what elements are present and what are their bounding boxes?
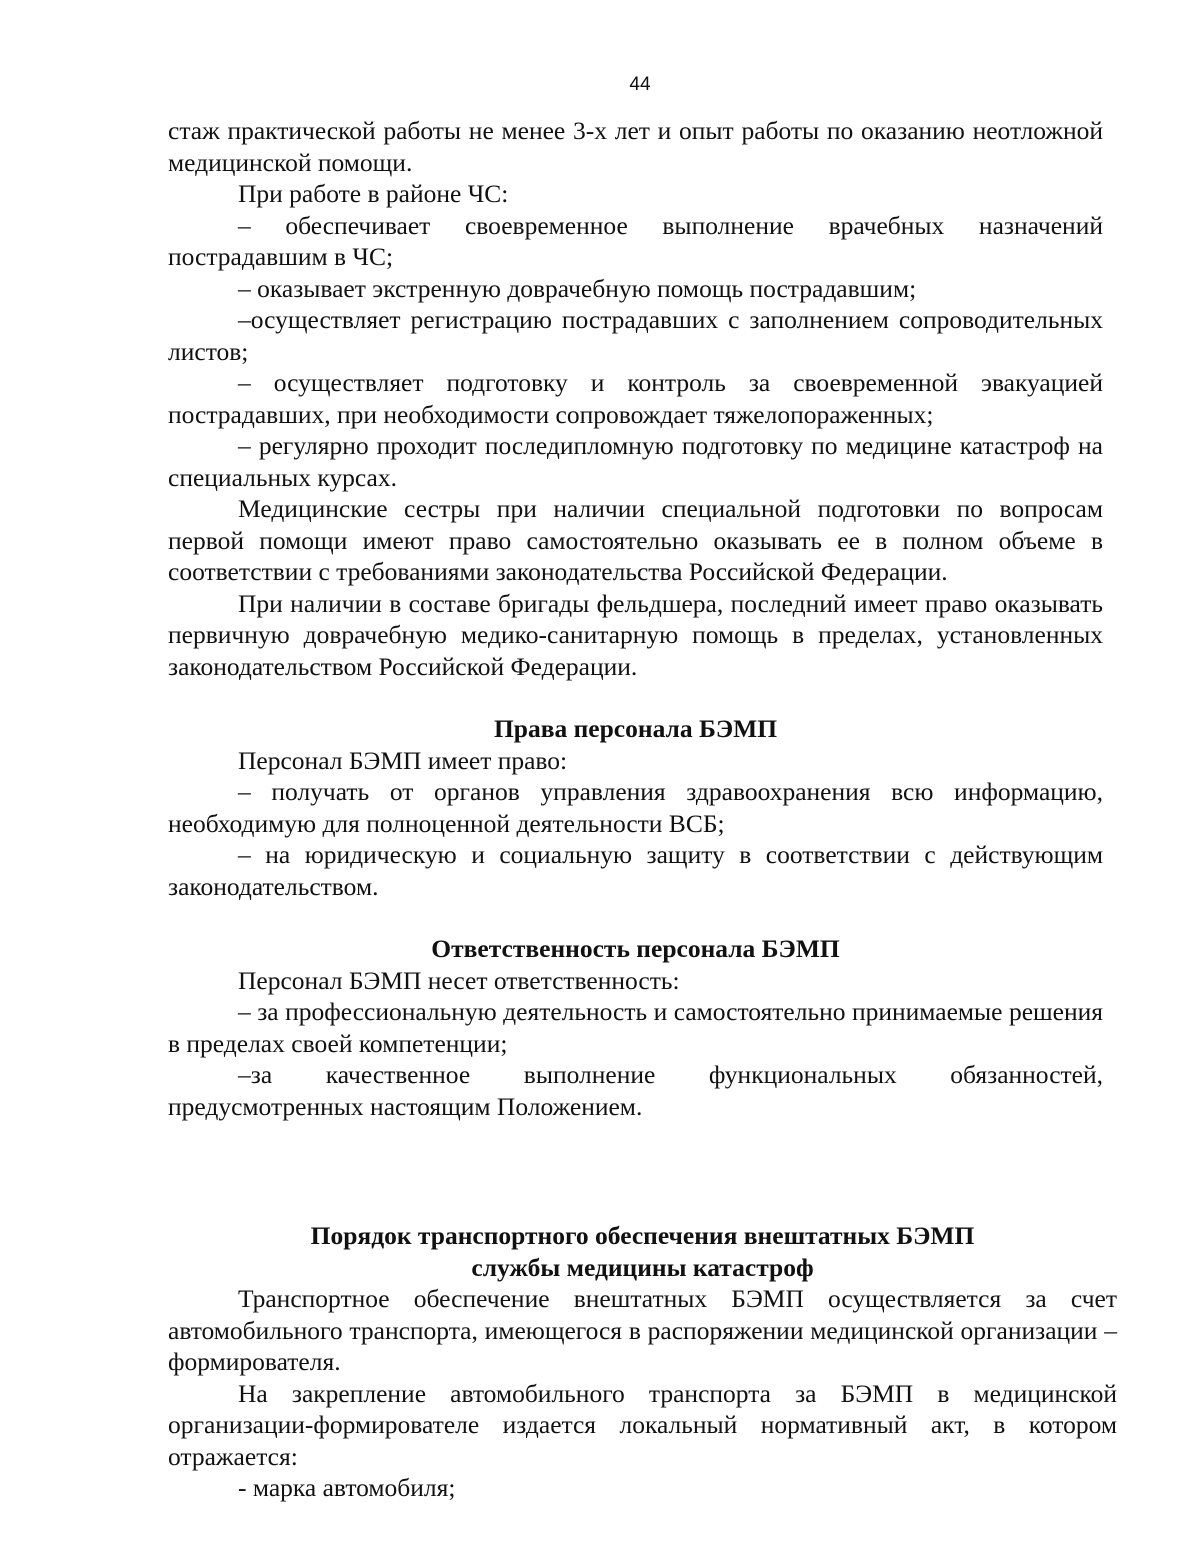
document-body-transport xyxy=(168,1220,1117,1504)
section-heading-transport-line1: Порядок транспортного обеспечения внештатных БЭМП xyxy=(310,1221,975,1250)
list-item: – регулярно проходит последипломную подготовку по медицине катастроф на специальных курсах. xyxy=(168,431,1103,492)
list-item: –осуществляет регистрацию пострадавших с заполнением сопроводительных листов; xyxy=(168,305,1103,366)
paragraph: Персонал БЭМП имеет право: xyxy=(238,745,568,775)
section-heading-transport-line2: службы медицины катастроф xyxy=(471,1252,814,1282)
list-item: - марка автомобиля; xyxy=(238,1473,456,1502)
list-item: – оказывает экстренную доврачебную помощь пострадавшим; xyxy=(238,273,917,303)
section-heading-rights: Права персонала БЭМП xyxy=(493,714,778,743)
list-item: – осуществляет подготовку и контроль за своевременной эвакуацией пострадавших, при необходимости сопровождает тяжелопораженных; xyxy=(168,368,1103,429)
paragraph: На закрепление автомобильного транспорта за БЭМП в медицинской организации-формирователе издается локальный нормативный акт, в котором отражается: xyxy=(168,1378,1117,1471)
list-item: – на юридическую и социальную защиту в соответствии с действующим законодательством. xyxy=(168,840,1103,901)
spacer xyxy=(168,682,1103,713)
list-item: – за профессиональную деятельность и самостоятельно принимаемые решения в пределах своей компетенции; xyxy=(168,997,1103,1058)
paragraph: Транспортное обеспечение внештатных БЭМП осуществляется за счет автомобильного транспорта, имеющегося в распоряжении медицинской организации – формирователя. xyxy=(168,1284,1117,1376)
list-item: –за качественное выполнение функциональных обязанностей, предусмотренных настоящим Положением. xyxy=(168,1060,1103,1121)
section-heading-responsibility: Ответственность персонала БЭМП xyxy=(431,934,840,963)
list-item: – получать от органов управления здравоохранения всю информацию, необходимую для полноценной деятельности ВСБ; xyxy=(168,777,1103,838)
paragraph: При работе в районе ЧС: xyxy=(238,179,509,208)
document-body xyxy=(168,115,1103,1122)
spacer xyxy=(168,902,1103,933)
paragraph: При наличии в составе бригады фельдшера, последний имеет право оказывать первичную доврачебную медико-санитарную помощь в пределах, установленных законодательством Российской Федерации. xyxy=(168,588,1103,681)
page-number: 44 xyxy=(629,74,651,95)
paragraph: стаж практической работы не менее 3-х лет и опыт работы по оказанию неотложной медицинской помощи. xyxy=(168,116,1103,177)
list-item: – обеспечивает своевременное выполнение врачебных назначений пострадавшим в ЧС; xyxy=(168,210,1103,271)
paragraph: Персонал БЭМП несет ответственность: xyxy=(238,965,680,995)
paragraph: Медицинские сестры при наличии специальной подготовки по вопросам первой помощи имеют право самостоятельно оказывать ее в полном объеме в соответствии с требованиями законодательства Российской Федерации. xyxy=(168,494,1103,586)
